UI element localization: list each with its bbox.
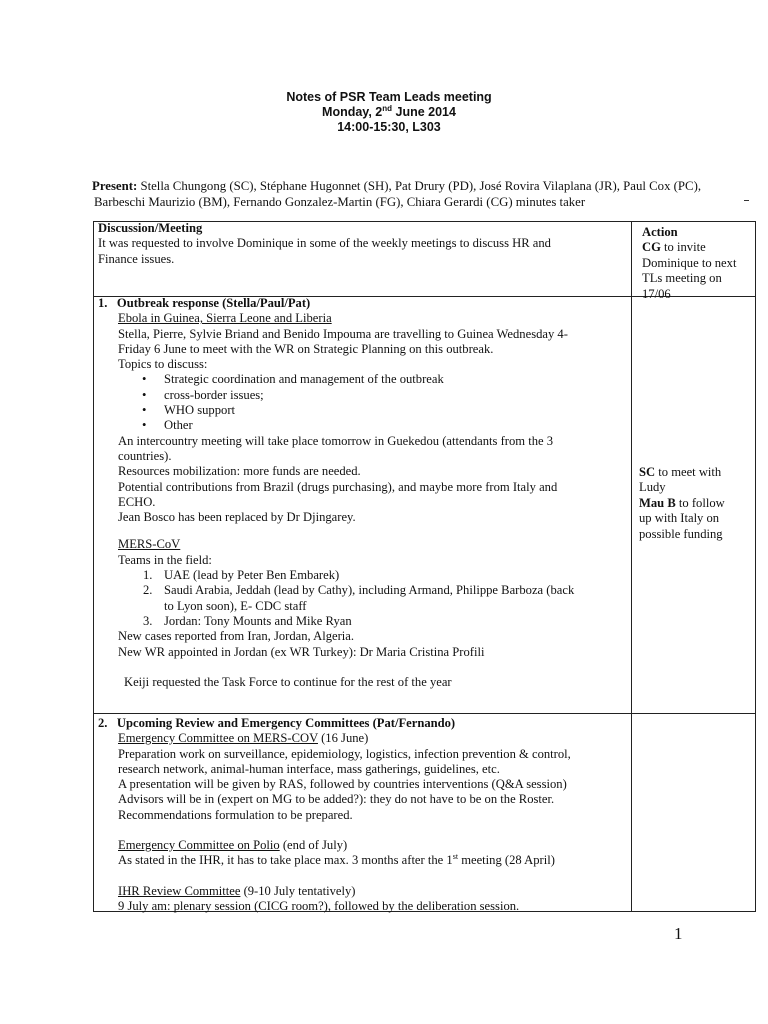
row-intro-action <box>642 225 754 302</box>
action-maub-text: to follow <box>675 495 725 510</box>
action-sc-line-1 <box>639 465 753 480</box>
attendees-line-1 <box>92 178 764 194</box>
team-text: UAE (lead by Peter Ben Embarek) <box>164 568 340 583</box>
action-sc-owner: SC <box>639 465 656 479</box>
page-number: 1 <box>674 924 683 943</box>
team-text-continued: to Lyon soon), E- CDC staff <box>164 598 307 613</box>
topic-text: cross-border issues; <box>164 387 264 402</box>
section-2-title: Upcoming Review and Emergency Committees (Pat/Fernando) <box>116 716 456 730</box>
intro-action-line-4: 17/06 <box>642 286 671 301</box>
bullet-icon: • <box>142 418 147 433</box>
table-border-left <box>93 221 94 912</box>
action-maub-line-1 <box>639 496 753 511</box>
committee-text-2: research network, animal-human interface, mass gatherings, guidelines, etc. <box>118 761 500 776</box>
bullet-icon: • <box>142 372 147 387</box>
intro-action-line-2: Dominique to next <box>642 255 737 270</box>
header-discussion: Discussion/Meeting <box>98 221 203 235</box>
section-2-number: 2. <box>98 716 108 730</box>
section-1-number: 1. <box>98 296 108 310</box>
committee-text-3: A presentation will be given by RAS, followed by countries interventions (Q&A session) <box>118 777 567 792</box>
mers-subheading: MERS-CoV <box>118 537 181 552</box>
intro-action-text-1: to invite <box>660 240 706 255</box>
topic-item <box>142 418 628 433</box>
ihr-text: 9 July am: plenary session (CICG room?), followed by the deliberation session. <box>118 898 520 913</box>
committee-text-4: Advisors will be in (expert on MG to be added?): they do not have to be on the Roster. <box>118 792 555 807</box>
row-committees-discussion <box>98 716 628 914</box>
attendees-text-1: Stella Chungong (SC), Stéphane Hugonnet (SH), Pat Drury (PD), José Rovira Vilaplana (JR), Paul Cox (PC), <box>137 179 702 193</box>
meeting-date <box>0 105 768 120</box>
present-label: Present: <box>92 179 138 193</box>
topic-item <box>142 387 628 403</box>
ebola-text-7: Potential contributions from Brazil (drugs purchasing), and maybe more from Italy and <box>118 479 558 494</box>
mers-text-11: New cases reported from Iran, Jordan, Algeria. <box>118 629 355 644</box>
ebola-text-1: Stella, Pierre, Sylvie Briand and Benido Impouma are travelling to Guinea Wednesday 4- <box>118 326 568 341</box>
row-outbreak-discussion <box>98 296 628 690</box>
ihr-committee-title: IHR Review Committee <box>118 883 241 898</box>
action-sc-line-2: Ludy <box>639 480 666 495</box>
meeting-title: Notes of PSR Team Leads meeting <box>286 90 492 104</box>
ebola-text-9: Jean Bosco has been replaced by Dr Djingarey. <box>118 510 356 525</box>
topics-label: Topics to discuss: <box>118 357 208 372</box>
table-row-divider-2 <box>93 713 755 714</box>
committee-text-1: Preparation work on surveillance, epidemiology, logistics, infection prevention & control, <box>118 746 571 761</box>
ebola-subheading: Ebola in Guinea, Sierra Leone and Liberia <box>118 311 332 326</box>
intro-action-line-3: TLs meeting on <box>642 271 722 286</box>
bullet-icon: • <box>142 387 147 402</box>
ebola-text-5: countries). <box>118 448 172 463</box>
ihr-committee-date: (9-10 July tentatively) <box>240 883 356 898</box>
teams-list <box>118 568 628 629</box>
team-number: 3. <box>143 613 153 628</box>
date-superscript: nd <box>382 104 393 113</box>
intro-action-owner: CG <box>642 240 661 255</box>
topic-item <box>142 403 628 418</box>
team-item <box>143 613 628 629</box>
team-item <box>143 583 628 598</box>
action-maub-owner: Mau B <box>639 495 676 510</box>
committee-text-5: Recommendations formulation to be prepared. <box>118 807 353 822</box>
row-intro-discussion <box>98 221 628 267</box>
bullet-icon: • <box>142 403 147 418</box>
attendees <box>92 178 764 210</box>
header-action: Action <box>642 225 678 239</box>
topic-item <box>142 372 628 387</box>
section-1-title: Outbreak response (Stella/Paul/Pat) <box>116 296 311 310</box>
ebola-text-4: An intercountry meeting will take place tomorrow in Guekedou (attendants from the 3 <box>118 433 554 448</box>
team-item <box>143 568 628 583</box>
ihr-committee-heading <box>118 884 628 899</box>
intro-action-line-1 <box>642 240 754 255</box>
ebola-text-2: Friday 6 June to meet with the WR on Strategic Planning on this outbreak. <box>118 341 494 356</box>
date-text-rest: June 2014 <box>392 105 456 119</box>
section-1-body <box>98 311 628 690</box>
scan-mark <box>744 200 749 201</box>
intro-text-2: Finance issues. <box>98 251 175 266</box>
section-2-body <box>98 731 628 914</box>
topics-list <box>118 372 628 433</box>
ebola-text-8: ECHO. <box>118 494 156 509</box>
date-text: Monday, 2 <box>322 105 383 119</box>
polio-text-post: meeting (28 April) <box>458 853 555 868</box>
polio-text-pre: As stated in the IHR, it has to take place max. 3 months after the 1 <box>118 853 453 868</box>
table-column-divider <box>631 221 632 912</box>
polio-text-sup: st <box>452 852 459 862</box>
action-maub-line-2: up with Italy on <box>639 511 720 526</box>
team-number: 2. <box>143 583 153 598</box>
topic-text: Strategic coordination and management of the outbreak <box>164 372 444 387</box>
mers-teams-label: Teams in the field: <box>118 552 212 567</box>
polio-committee-title: Emergency Committee on Polio <box>118 838 280 853</box>
intro-text-1: It was requested to involve Dominique in some of the weekly meetings to discuss HR and <box>98 236 551 251</box>
polio-committee-heading <box>118 838 628 853</box>
attendees-line-2: Barbeschi Maurizio (BM), Fernando Gonzalez-Martin (FG), Chiara Gerardi (CG) minutes taker <box>94 195 586 209</box>
topic-text: Other <box>164 418 193 433</box>
table-border-right <box>755 221 756 912</box>
polio-committee-date: (end of July) <box>279 838 348 853</box>
polio-text <box>118 853 628 868</box>
action-maub-line-3: possible funding <box>639 526 723 541</box>
task-force-text: Keiji requested the Task Force to continue for the rest of the year <box>124 674 452 689</box>
section-2-heading <box>98 716 628 731</box>
meeting-time-room: 14:00-15:30, L303 <box>337 120 441 134</box>
mers-committee-heading <box>118 731 628 746</box>
row-outbreak-action <box>639 465 753 542</box>
section-1-heading <box>98 296 628 311</box>
team-number: 1. <box>143 568 153 583</box>
topic-text: WHO support <box>164 403 236 418</box>
mers-committee-title: Emergency Committee on MERS-COV <box>118 731 318 746</box>
ebola-text-6: Resources mobilization: more funds are needed. <box>118 464 361 479</box>
action-sc-text: to meet with <box>655 465 722 479</box>
team-text: Saudi Arabia, Jeddah (lead by Cathy), including Armand, Philippe Barboza (back <box>164 583 575 598</box>
mers-committee-date: (16 June) <box>317 731 369 746</box>
team-text: Jordan: Tony Mounts and Mike Ryan <box>164 613 352 628</box>
mers-text-12: New WR appointed in Jordan (ex WR Turkey): Dr Maria Cristina Profili <box>118 644 485 659</box>
